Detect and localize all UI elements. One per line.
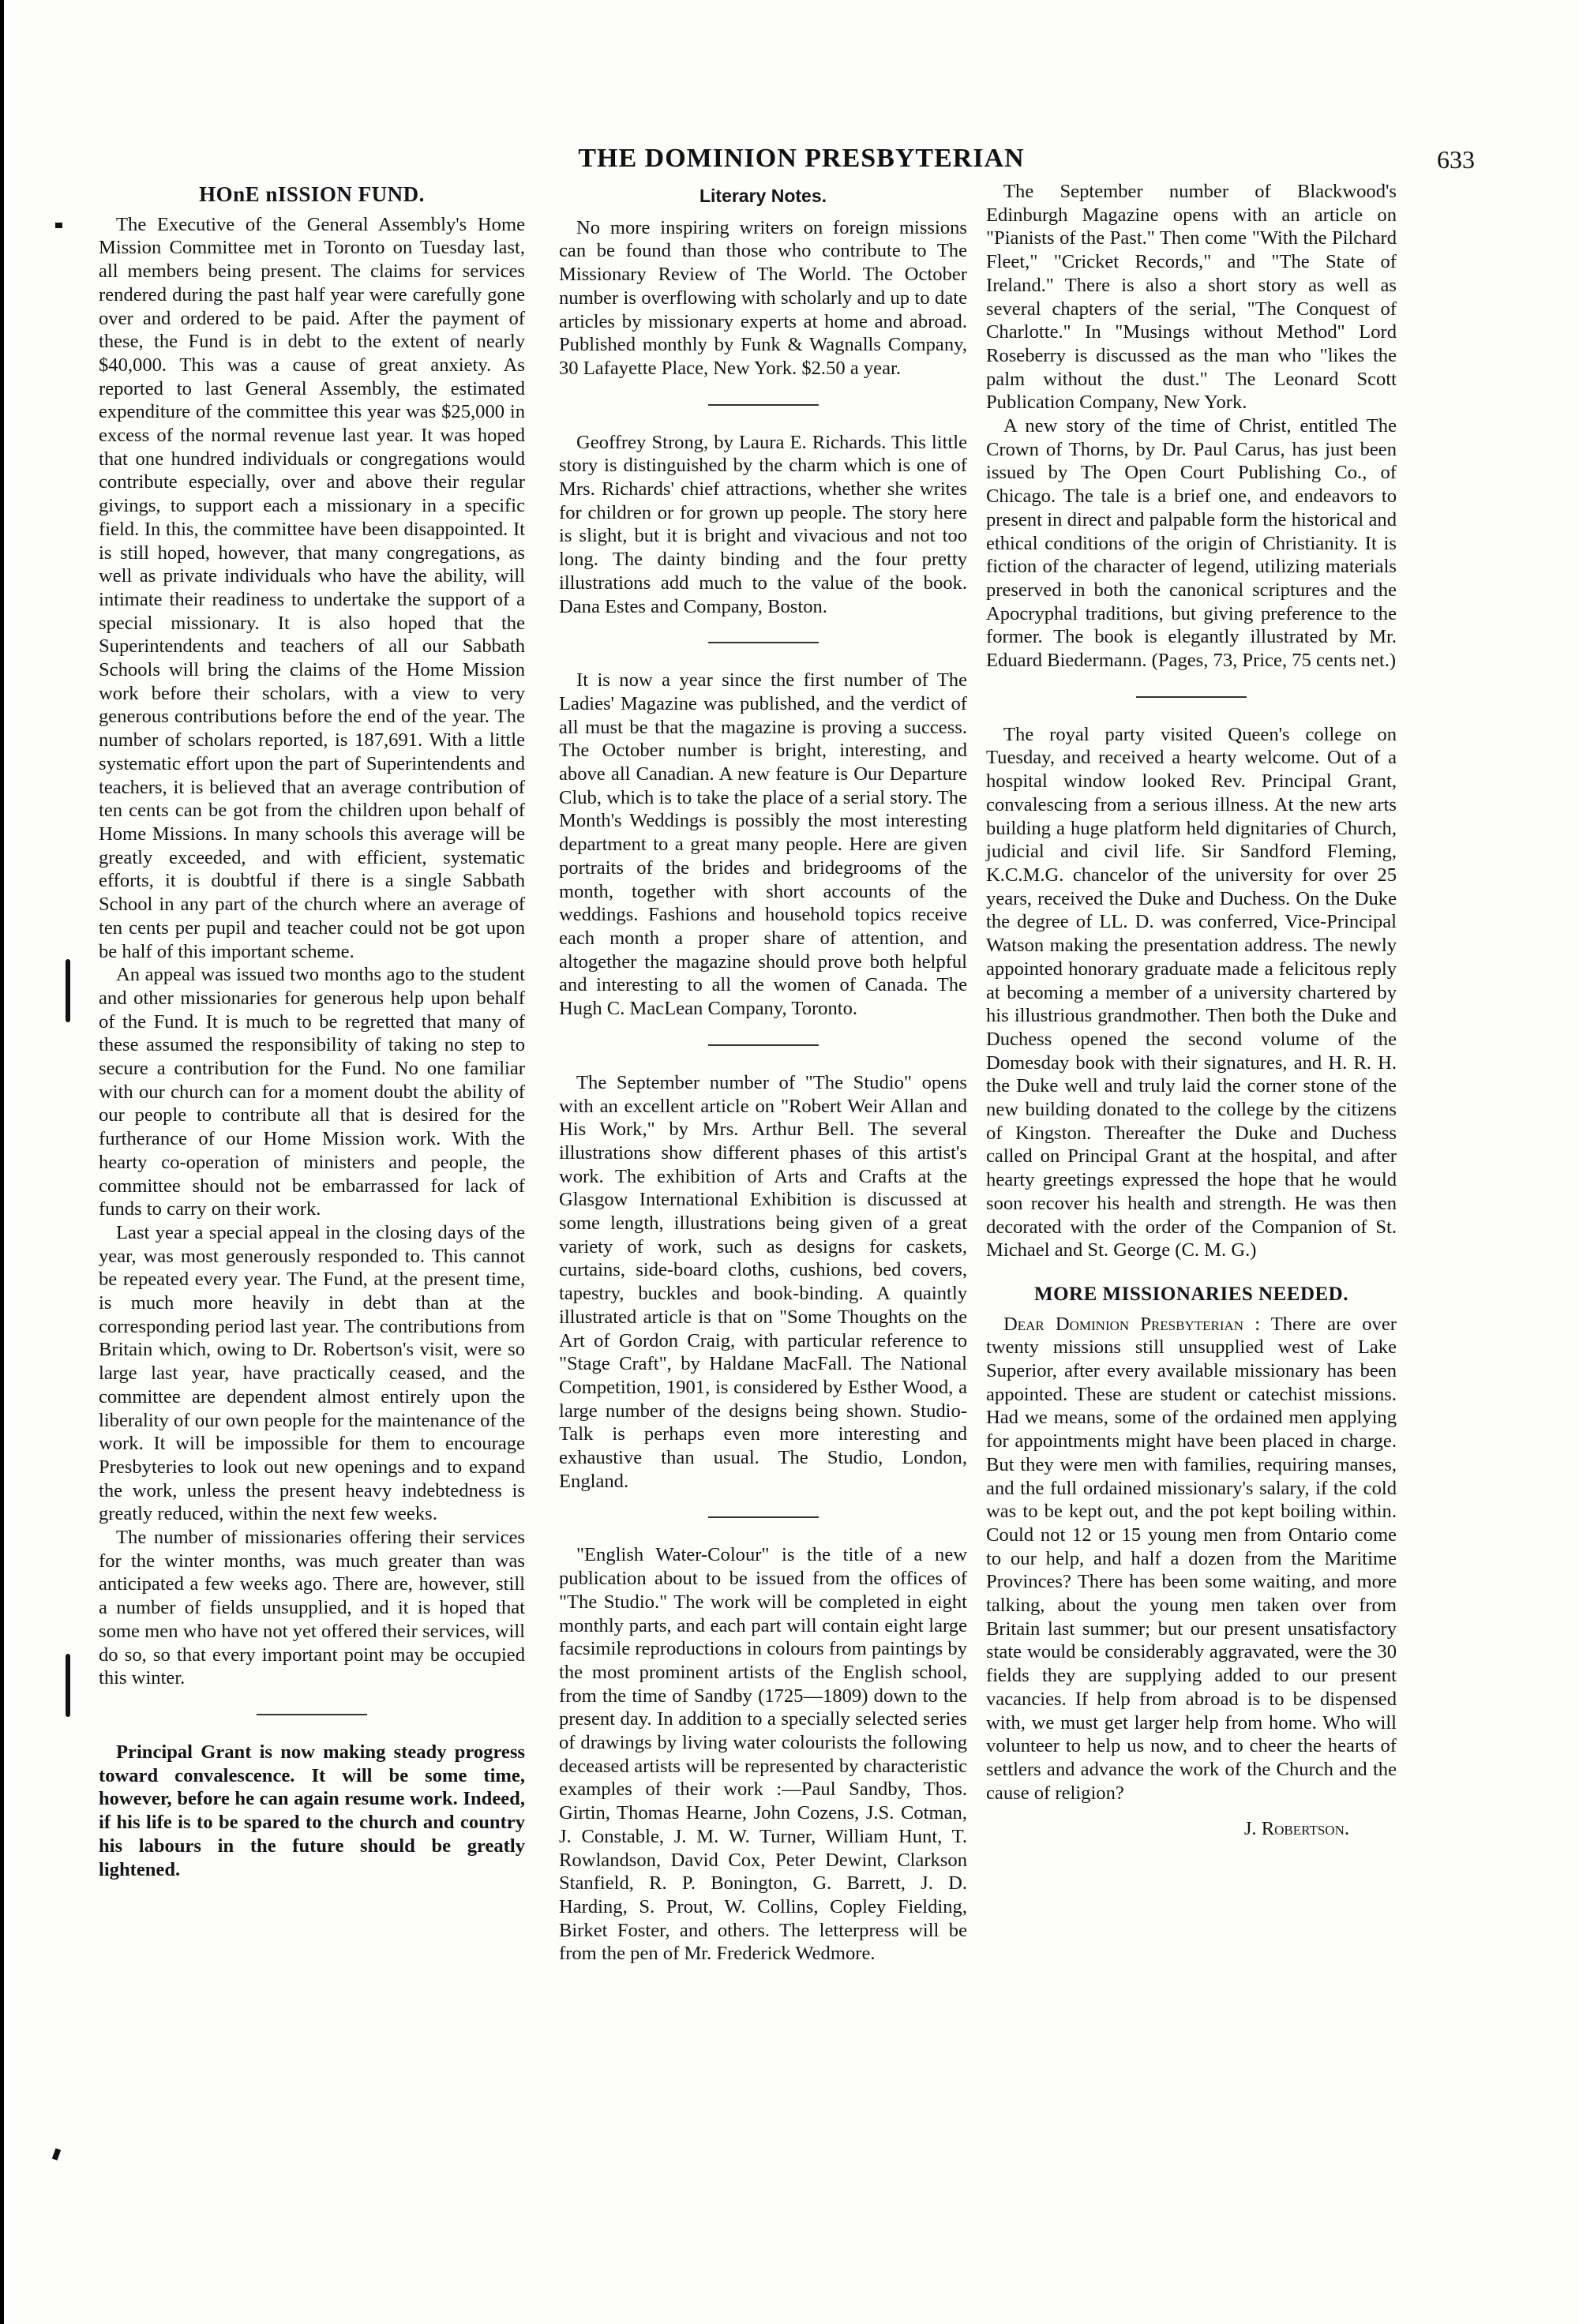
margin-binding-mark-upper xyxy=(66,959,70,1022)
section-divider xyxy=(1136,696,1247,698)
section-divider xyxy=(708,404,819,406)
literary-note: The September number of "The Studio" opens with an excellent article on "Robert Weir Allan and His Work," by Mrs. Arthur Bell. The several illustrations show different phases of this artist's work. The exhibition of Arts and Crafts at the Glasgow International Exhibition is discussed at some length, illustrations being given of a great variety of work, such as designs for caskets, curtains, side-board cloths, cushions, bed covers, tapestry, buckles and book-binding. A quaintly illustrated article is that on "Some Thoughts on the Art of Gordon Craig, with particular reference to "Stage Craft", by Haldane MacFall. The National Competition, 1901, is considered by Esther Wood, a large number of the designs being shown. Studio-Talk is perhaps even more interesting and exhaustive than usual. The Studio, London, England. xyxy=(559,1071,967,1492)
page-number: 633 xyxy=(1437,145,1475,174)
note-principal-grant: Principal Grant is now making steady progress toward convalescence. It will be some time, however, before he can again resume work. Indeed, if his life is to be spared to the church and country his labours in the future should be greatly lightened. xyxy=(99,1741,525,1880)
literary-note: "English Water-Colour" is the title of a new publication about to be issued from the offices of "The Studio." The work will be completed in eight monthly parts, and each part will contain eight large facsimile reproductions in colours from paintings by the most prominent artists of the English school, from the time of Sandby (1725—1809) down to the present day. In addition to a specially selected series of drawings by living water colourists the following deceased artists will be represented by characteristic examples of their work :—Paul Sandby, Thos. Girtin, Thomas Hearne, John Cozens, J.S. Cotman, J. Constable, J. M. W. Turner, William Hunt, T. Rowlandson, David Cox, Peter Dewint, Clarkson Stanfield, R. P. Bonington, G. Barrett, J. D. Harding, S. Prout, W. Collins, Copley Fielding, Birket Foster, and others. The letterpress will be from the pen of Mr. Frederick Wedmore. xyxy=(559,1544,967,1965)
article-paragraph: Last year a special appeal in the closing days of the year, was most generously responded to. This cannot be repeated every year. The Fund, at the present time, is much more heavily in debt than at the corresponding period last year. The contributions from Britain which, owing to Dr. Robertson's visit, were so large last year, have practically ceased, and the committee are dependent almost entirely upon the liberality of our own people for the maintenance of the work. It will be impossible for them to encourage Presbyteries to look out new openings and to expand the work, unless the present heavy indebtedness is greatly reduced, within the next few weeks. xyxy=(99,1221,525,1525)
section-divider xyxy=(708,1044,819,1046)
column-right xyxy=(986,180,1397,1841)
article-heading-more-missionaries: MORE MISSIONARIES NEEDED. xyxy=(1034,1283,1348,1305)
running-header-title: THE DOMINION PRESBYTERIAN xyxy=(578,144,1025,173)
margin-binding-mark-lower xyxy=(66,1654,70,1717)
letter-signature: J. Robertson. xyxy=(1243,1818,1349,1840)
literary-note: No more inspiring writers on foreign missions can be found than those who contribute to The Missionary Review of The World. The October number is overflowing with scholarly and up to date articles by missionary experts at home and abroad. Published monthly by Funk & Wagnalls Company, 30 Lafayette Place, New York. $2.50 a year. xyxy=(559,216,967,379)
margin-dot-mark xyxy=(52,2148,61,2161)
article-paragraph: The number of missionaries offering their services for the winter months, was much greater than was anticipated a few weeks ago. There are, however, still a number of fields unsupplied, and it is hoped that some men who have not yet offered their services, will do so, so that every important point may be occupied this winter. xyxy=(99,1527,525,1689)
literary-note: It is now a year since the first number of The Ladies' Magazine was published, and the verdict of all must be that the magazine is proving a success. The October number is bright, interesting, and above all Canadian. A new feature is Our Departure Club, which is to take the place of a serial story. The Month's Weddings is possibly the most interesting department to a great many people. Here are given portraits of the brides and bridegrooms of the month, together with short accounts of the weddings. Fashions and household topics receive each month a proper share of attention, and altogether the magazine should prove both helpful and interesting to all the women of Canada. The Hugh C. MacLean Company, Toronto. xyxy=(559,669,967,1020)
article-heading-literary-notes: Literary Notes. xyxy=(699,186,827,206)
section-divider xyxy=(708,642,819,643)
newspaper-page xyxy=(4,0,1579,2324)
column-home-mission-fund xyxy=(99,180,525,1881)
article-heading-home-mission-fund: HOnE nISSION FUND. xyxy=(199,182,425,206)
letter-salutation: Dear Dominion Presbyterian : xyxy=(1003,1313,1261,1335)
literary-note: The September number of Blackwood's Edinburgh Magazine opens with an article on "Pianists of the Past." Then come "With the Pilchard Fleet," "Cricket Records," and "The State of Ireland." There is also a short story as well as several chapters of the serial, "The Conquest of Charlotte." In "Musings without Method" Lord Roseberry is discussed as the man who "likes the palm without the dust." The Leonard Scott Publication Company, New York. xyxy=(986,181,1397,414)
margin-tick-mark xyxy=(55,223,62,228)
article-paragraph: The Executive of the General Assembly's Home Mission Committee met in Toronto on Tuesday last, all members being present. The claims for services rendered during the past half year were carefully gone over and ordered to be paid. After the payment of these, the Fund is in debt to the extent of nearly $40,000. This was a cause of great anxiety. As reported to last General Assembly, the estimated expenditure of the committee this year was $25,000 in excess of the normal revenue last year. It was hoped that one hundred individuals or congregations would contribute especially, over and above their regular givings, to support each a missionary in a specific field. In this, the committee have been disappointed. It is still hoped, however, that many congregations, as well as private individuals who have the ability, will intimate their readiness to undertake the support of a special missionary. It is also hoped that the Superintendents and teachers of all our Sabbath Schools will bring the claims of the Home Mission work before their scholars, with a view to very generous contributions before the end of the year. The number of scholars reported, is 187,691. With a little systematic effort upon the part of Superintendents and teachers, it is believed that an average contribution of ten cents can be got from the children upon behalf of Home Missions. In many schools this average will be greatly exceeded, and with efficient, systematic efforts, it is doubtful if there is a single Sabbath School in any part of the church where an average of ten cents per pupil and teacher could not be got upon be half of this important scheme. xyxy=(99,213,525,962)
column-literary-notes xyxy=(559,180,967,1966)
letter-text: There are over twenty missions still unsupplied west of Lake Superior, after every available missionary has been appointed. These are student or catechist missions. Had we means, some of the ordained men applying for appointments might have been placed in charge. But they were men with families, requiring manses, and the full ordained missionary's salary, if the cold was to be kept out, and the pot kept boiling within. Could not 12 or 15 young men from Ontario come to our help, and half a dozen from the Maritime Provinces? There has been some waiting, and more talking, about the young men taken over from Britain last summer; but our present unsatisfactory state would be considerably aggravated, were the 30 fields they are supplying added to our present vacancies. If help from abroad is to be dispensed with, we must get larger help from home. Who will volunteer to help us now, and to cheer the hearts of settlers and advance the work of the Church and the cause of religion? xyxy=(986,1313,1397,1804)
section-divider xyxy=(257,1714,367,1715)
literary-note: Geoffrey Strong, by Laura E. Richards. This little story is distinguished by the charm which is one of Mrs. Richards' chief attractions, whether she writes for children or for grown up people. The story here is slight, but it is bright and vivacious and not too long. The dainty binding and the four pretty illustrations add much to the value of the book. Dana Estes and Company, Boston. xyxy=(559,431,967,617)
section-divider xyxy=(708,1516,819,1518)
letter-body xyxy=(986,1313,1397,1805)
news-item-royal-visit: The royal party visited Queen's college on Tuesday, and received a hearty welcome. Out of a hospital window looked Rev. Principal Grant, convalescing from a serious illness. At the new arts building a huge platform held dignitaries of Church, judicial and civil life. Sir Sandford Fleming, K.C.M.G. chancelor of the university for over 25 years, received the Duke and Duchess. On the Duke the degree of LL. D. was conferred, Vice-Principal Watson making the presentation address. The newly appointed honorary graduate made a felicitous reply at becoming a member of a university chartered by his illustrious grandmother. Then both the Duke and Duchess opened the second volume of the Domesday book with their signatures, and H. R. H. the Duke well and truly laid the corner stone of the new building donated to the college by the citizens of Kingston. Thereafter the Duke and Duchess called on Principal Grant at the hospital, and after hearty greetings expressed the hope that he would soon recover his health and strength. He was then decorated with the order of the Companion of St. Michael and St. George (C. M. G.) xyxy=(986,723,1397,1261)
literary-note: A new story of the time of Christ, entitled The Crown of Thorns, by Dr. Paul Carus, has just been issued by The Open Court Publishing Co., of Chicago. The tale is a brief one, and endeavors to present in direct and palpable form the historical and ethical conditions of the origin of Christianity. It is fiction of the character of legend, utilizing materials preserved in both the canonical scriptures and the Apocryphal traditions, but giving preference to the former. The book is elegantly illustrated by Mr. Eduard Biedermann. (Pages, 73, Price, 75 cents net.) xyxy=(986,415,1397,672)
article-paragraph: An appeal was issued two months ago to the student and other missionaries for generous help upon behalf of the Fund. It is much to be regretted that many of these assumed the responsibility of taking no step to secure a contribution for the Fund. No one familiar with our church can for a moment doubt the ability of our people to contribute all that is desired for the furtherance of our Home Mission work. With the hearty co-operation of ministers and people, the committee should not be embarrassed for lack of funds to carry on their work. xyxy=(99,964,525,1220)
